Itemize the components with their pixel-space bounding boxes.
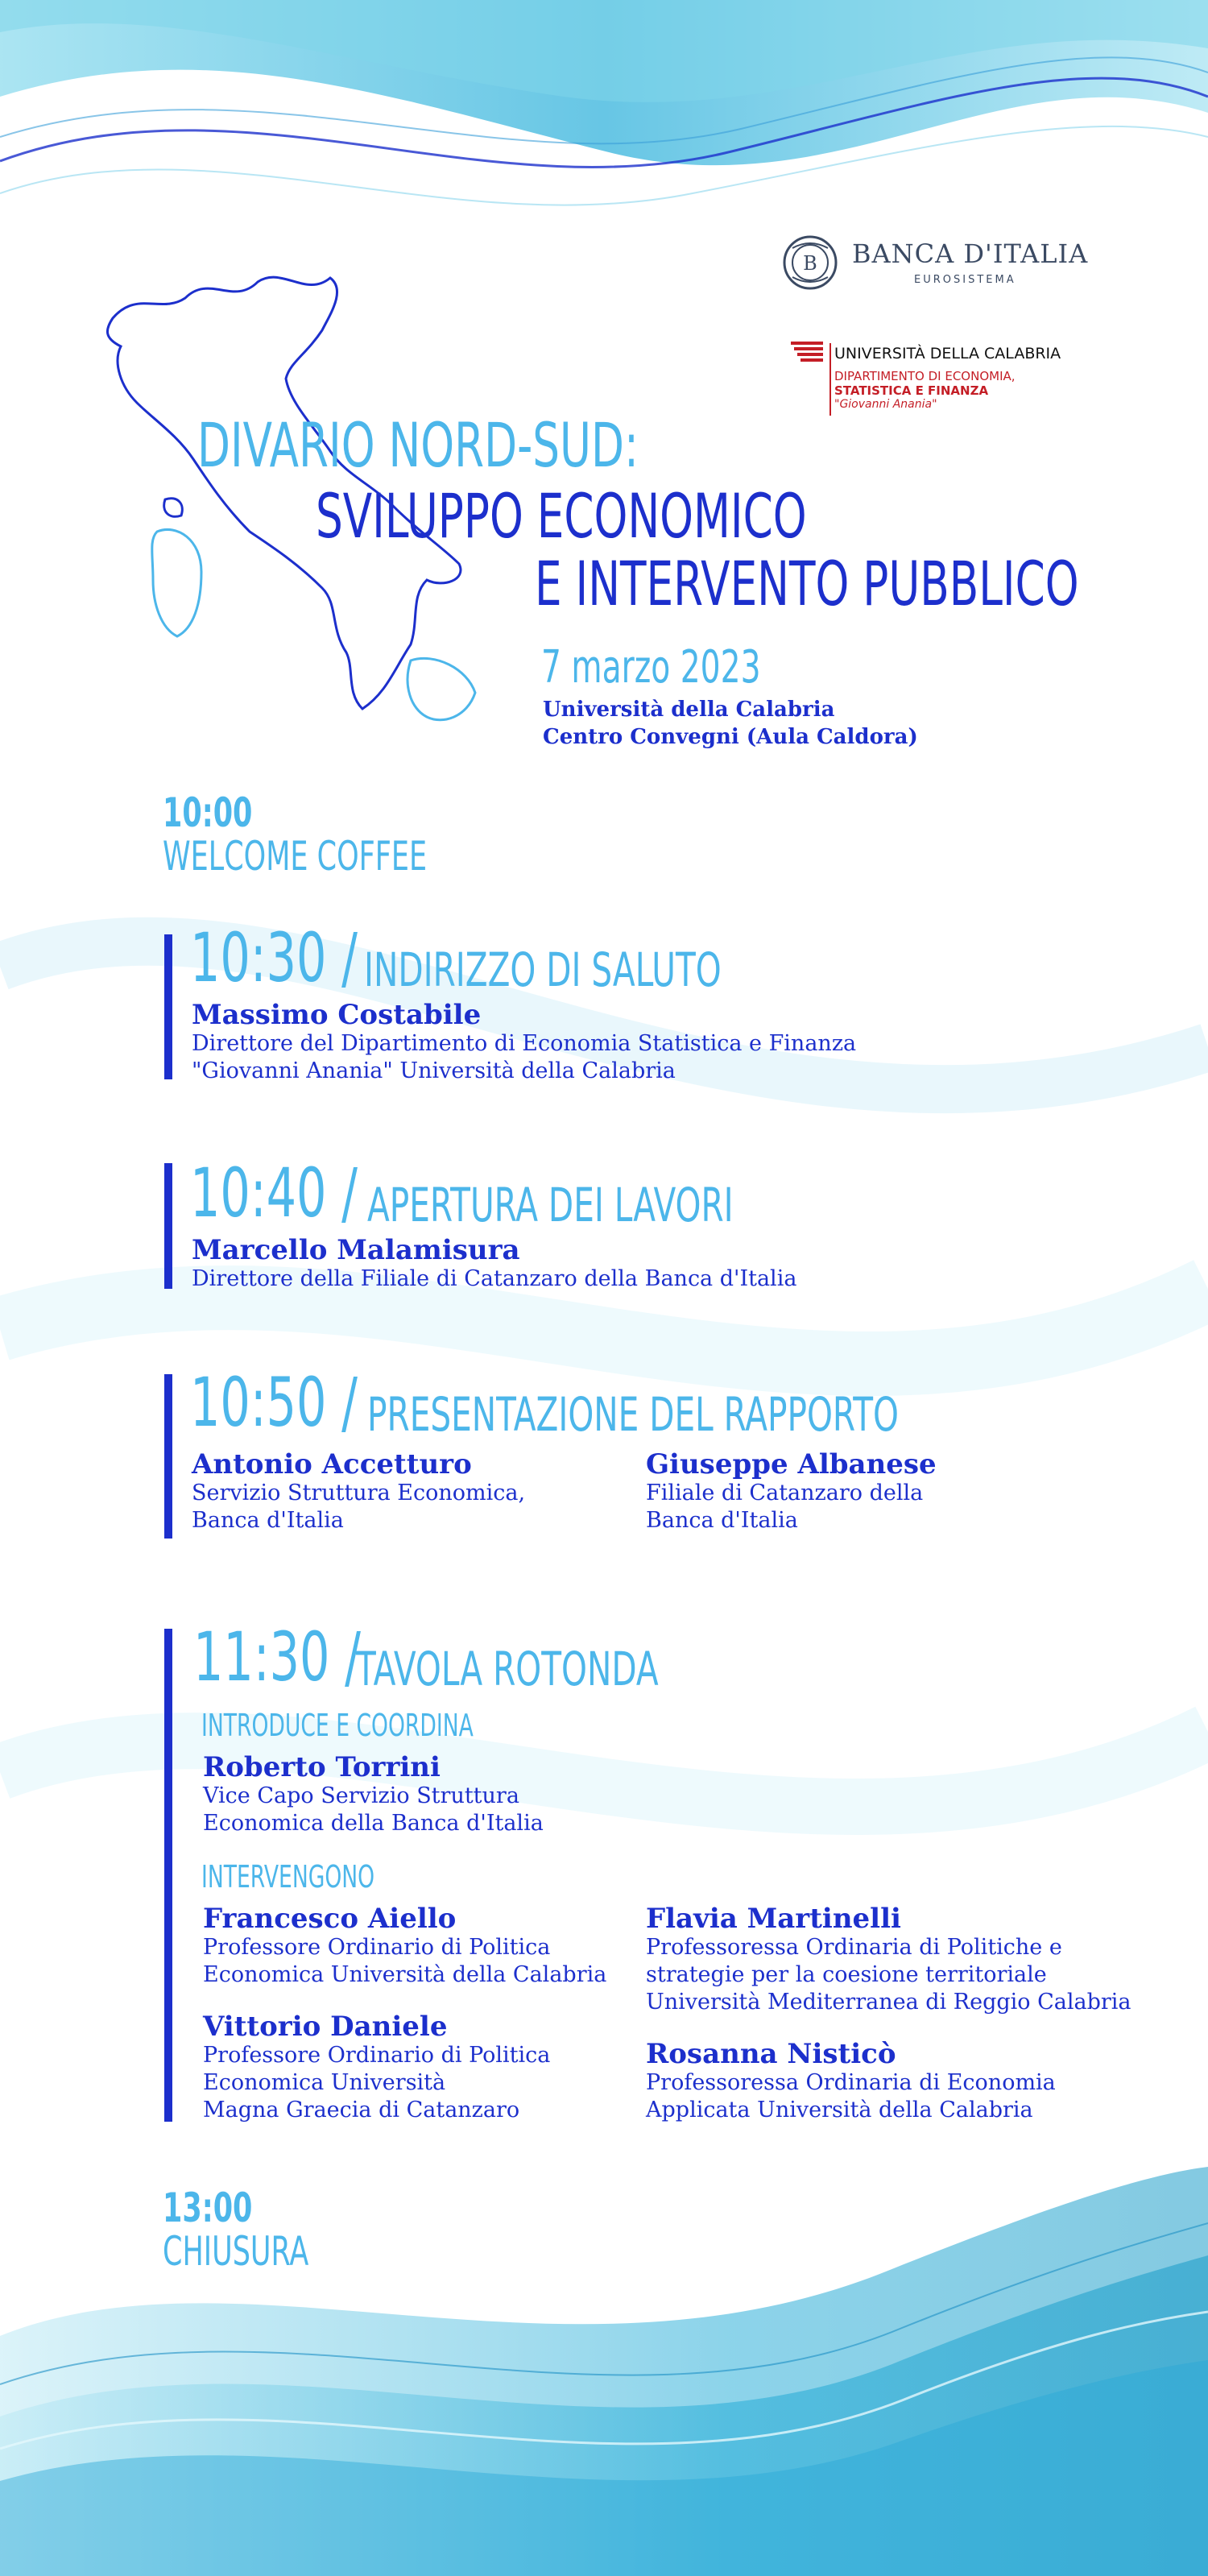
saluto-speaker-role-2: "Giovanni Anania" Università della Calabria bbox=[192, 1058, 676, 1083]
section-bar-saluto bbox=[164, 934, 172, 1079]
section-bar-apertura bbox=[164, 1163, 172, 1289]
panelist-3-role-2: strategie per la coesione territoriale bbox=[646, 1962, 1047, 1987]
panelist-1-role-2: Economica Università della Calabria bbox=[203, 1962, 607, 1987]
svg-text:B: B bbox=[803, 252, 817, 275]
rapporto-speaker-2-name: Giuseppe Albanese bbox=[646, 1448, 937, 1481]
panelist-3-role-3: Università Mediterranea di Reggio Calabria bbox=[646, 1990, 1131, 2015]
unical-name: UNIVERSITÀ DELLA CALABRIA bbox=[834, 345, 1061, 362]
moderator-role-2: Economica della Banca d'Italia bbox=[203, 1811, 544, 1836]
unical-dept-3: "Giovanni Anania" bbox=[834, 398, 937, 411]
chiusura-time: 13:00 bbox=[163, 2185, 253, 2231]
tavola-time: 11:30 / bbox=[193, 1617, 361, 1696]
section-bar-rapporto bbox=[164, 1374, 172, 1539]
panelist-2-name: Vittorio Daniele bbox=[203, 2011, 448, 2043]
unical-divider bbox=[829, 343, 831, 416]
apertura-speaker-role-1: Direttore della Filiale di Catanzaro della Banca d'Italia bbox=[192, 1266, 797, 1291]
rapporto-speaker-1-role-1: Servizio Struttura Economica, bbox=[192, 1481, 526, 1505]
panelist-3-name: Flavia Martinelli bbox=[646, 1903, 901, 1935]
unical-dept-2: STATISTICA E FINANZA bbox=[834, 383, 989, 398]
event-date: 7 marzo 2023 bbox=[541, 641, 761, 694]
rapporto-label: PRESENTAZIONE DEL RAPPORTO bbox=[367, 1387, 899, 1442]
tavola-label: TAVOLA ROTONDA bbox=[356, 1642, 659, 1696]
section-bar-tavola bbox=[164, 1629, 172, 2122]
rapporto-speaker-2-role-1: Filiale di Catanzaro della bbox=[646, 1481, 924, 1505]
rapporto-speaker-1-role-2: Banca d'Italia bbox=[192, 1508, 344, 1533]
intro-label: INTRODUCE E COORDINA bbox=[201, 1708, 474, 1743]
apertura-label: APERTURA DEI LAVORI bbox=[367, 1178, 734, 1232]
banca-italia-sub: EUROSISTEMA bbox=[914, 274, 1016, 286]
panelist-1-name: Francesco Aiello bbox=[203, 1903, 457, 1935]
welcome-label: WELCOME COFFEE bbox=[163, 833, 428, 880]
unical-logo-icon bbox=[791, 342, 826, 362]
panelist-1-role-1: Professore Ordinario di Politica bbox=[203, 1935, 551, 1960]
title-line-2: SVILUPPO ECONOMICO bbox=[316, 480, 807, 552]
panelist-4-name: Rosanna Nisticò bbox=[646, 2038, 896, 2070]
saluto-speaker-name: Massimo Costabile bbox=[192, 999, 482, 1031]
chiusura-label: CHIUSURA bbox=[163, 2228, 309, 2275]
event-venue-1: Università della Calabria bbox=[543, 698, 835, 722]
moderator-name: Roberto Torrini bbox=[203, 1751, 441, 1783]
saluto-time: 10:30 / bbox=[190, 918, 358, 997]
welcome-time: 10:00 bbox=[163, 789, 253, 836]
panelist-4-role-2: Applicata Università della Calabria bbox=[646, 2098, 1033, 2123]
panelist-2-role-1: Professore Ordinario di Politica bbox=[203, 2043, 551, 2068]
unical-dept-1: DIPARTIMENTO DI ECONOMIA, bbox=[834, 369, 1016, 383]
saluto-speaker-role-1: Direttore del Dipartimento di Economia Statistica e Finanza bbox=[192, 1031, 857, 1056]
rapporto-time: 10:50 / bbox=[190, 1363, 358, 1442]
panelist-2-role-3: Magna Graecia di Catanzaro bbox=[203, 2098, 520, 2123]
rapporto-speaker-1-name: Antonio Accetturo bbox=[192, 1448, 472, 1481]
rapporto-speaker-2-role-2: Banca d'Italia bbox=[646, 1508, 798, 1533]
saluto-label: INDIRIZZO DI SALUTO bbox=[364, 942, 722, 997]
title-line-1: DIVARIO NORD-SUD: bbox=[197, 409, 639, 481]
event-venue-2: Centro Convegni (Aula Caldora) bbox=[543, 725, 918, 749]
moderator-role-1: Vice Capo Servizio Struttura bbox=[203, 1783, 519, 1808]
panelist-2-role-2: Economica Università bbox=[203, 2070, 446, 2095]
apertura-time: 10:40 / bbox=[190, 1153, 358, 1232]
panelist-4-role-1: Professoressa Ordinaria di Economia bbox=[646, 2070, 1056, 2095]
panel-label: INTERVENGONO bbox=[201, 1859, 375, 1895]
apertura-speaker-name: Marcello Malamisura bbox=[192, 1234, 520, 1266]
banca-italia-seal-icon bbox=[780, 232, 841, 293]
title-line-3: E INTERVENTO PUBBLICO bbox=[535, 548, 1079, 619]
panelist-3-role-1: Professoressa Ordinaria di Politiche e bbox=[646, 1935, 1062, 1960]
banca-italia-name: BANCA D'ITALIA bbox=[852, 238, 1089, 269]
